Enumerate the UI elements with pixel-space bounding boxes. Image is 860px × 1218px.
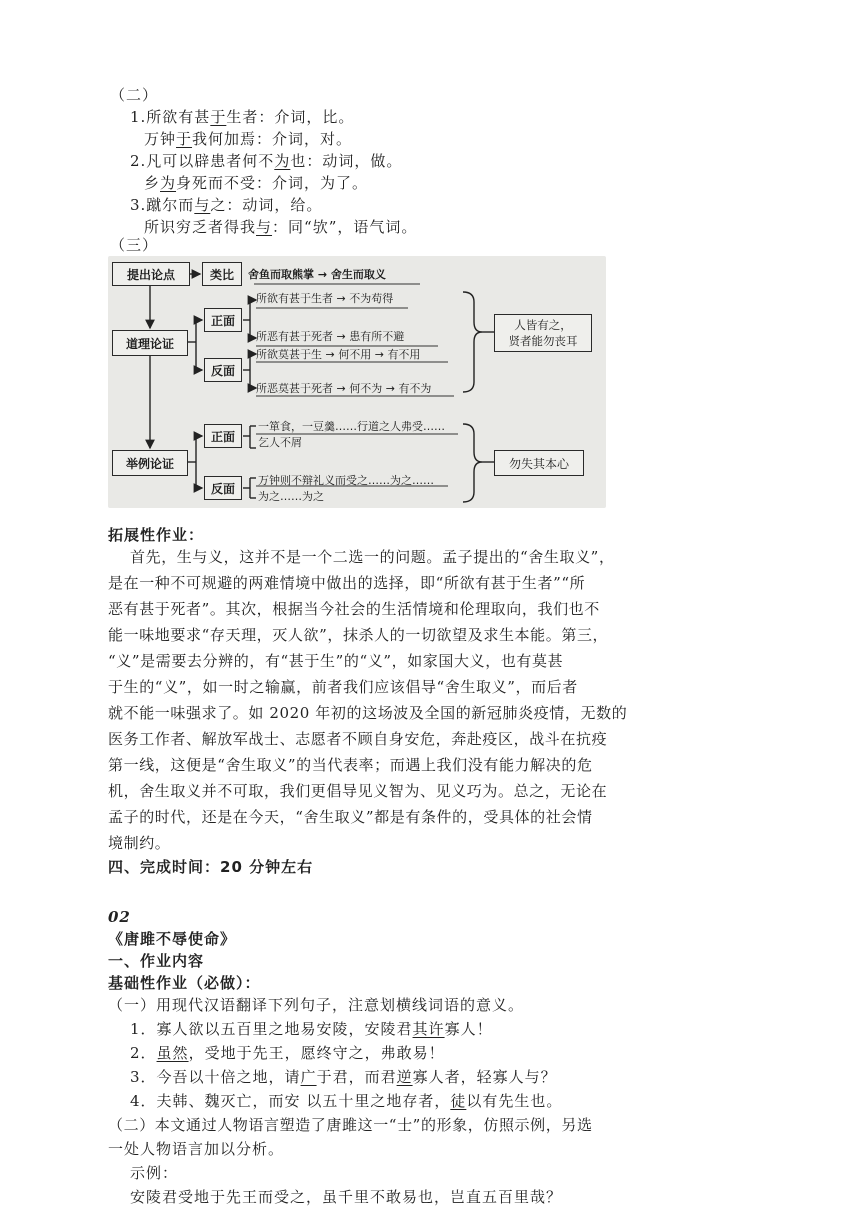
example-negative-line-1: 万钟则不辩礼义而受之……为之…… — [258, 474, 434, 487]
basic-homework-heading: 基础性作业（必做）： — [108, 974, 261, 992]
extension-line: 能一味地要求“存天理，灭人欲”，抹杀人的一切欲望及求生本能。第三， — [108, 626, 609, 644]
extension-line: 第一线，这便是“舍生取义”的当代表率；而遇上我们没有能力解决的危 — [108, 756, 593, 774]
translate-sentence: 3．今吾以十倍之地，请广于君，而君逆寡人者，轻寡人与？ — [130, 1068, 557, 1086]
extension-line: 是在一种不可规避的两难情境中做出的选择，即“所欲有甚于生者”“所 — [108, 574, 586, 592]
definition-line: 所识穷乏者得我与：同“欤”，语气词。 — [144, 218, 418, 236]
arrow-right-icon: → — [336, 330, 346, 343]
analogy-text: 舍鱼而取熊掌 → 舍生而取义 — [248, 268, 386, 281]
extension-line: 孟子的时代，还是在今天，“舍生取义”都是有条件的，受具体的社会情 — [108, 808, 593, 826]
translate-sentence: 4．夫韩、魏灭亡，而安 以五十里之地存者，徒以有先生也。 — [130, 1092, 563, 1110]
definition-line: 乡为身死而不受：介词，为了。 — [144, 174, 369, 192]
extension-line: 机，舍生取义并不可取，我们更倡导见义智为、见义巧为。总之，无论在 — [108, 782, 608, 800]
extension-line: 境制约。 — [108, 834, 171, 852]
part-number: 02 — [108, 908, 131, 926]
lesson-title: 《唐雎不辱使命》 — [108, 930, 237, 948]
example-positive-line-2: 乞人不屑 — [258, 436, 302, 449]
reason-negative-line-1: 所欲莫甚于生 → 何不用 → 有不用 — [256, 348, 421, 361]
definition-line: 2.凡可以辟患者何不为也：动词，做。 — [130, 152, 403, 170]
node-conclusion-2: 勿失其本心 — [494, 450, 584, 476]
example-negative-line-2: 为之……为之 — [258, 490, 324, 503]
definition-line: 1.所欲有甚于生者：介词，比。 — [130, 108, 355, 126]
extension-heading: 拓展性作业： — [108, 526, 205, 544]
arrow-right-icon: → — [317, 268, 328, 281]
node-conclusion-1: 人皆有之， 贤者能勿丧耳 — [494, 314, 592, 352]
argument-structure-diagram — [108, 256, 606, 508]
reason-positive-line-2: 所恶有甚于死者 → 患有所不避 — [256, 330, 405, 343]
node-reasoning-positive: 正面 — [204, 308, 242, 332]
node-example: 举例论证 — [112, 450, 188, 476]
extension-line: 首先，生与义，这并不是一个二选一的问题。孟子提出的“舍生取义”， — [130, 548, 615, 566]
question-1: （一）用现代汉语翻译下列句子，注意划横线词语的意义。 — [108, 996, 525, 1014]
node-reasoning: 道理论证 — [112, 330, 188, 356]
translate-sentence: 1．寡人欲以五百里之地易安陵，安陵君其许寡人！ — [130, 1020, 493, 1038]
section-heading-3: （三） — [110, 236, 159, 254]
section-heading-2: （二） — [110, 86, 159, 104]
node-example-negative: 反面 — [204, 476, 242, 500]
reason-negative-line-2: 所恶莫甚于死者 → 何不为 → 有不为 — [256, 382, 432, 395]
definition-line: 3.蹴尔而与之：动词，给。 — [130, 196, 323, 214]
arrow-right-icon: → — [336, 382, 346, 395]
extension-line: 恶有甚于死者”。其次，根据当今社会的生活情境和伦理取向，我们也不 — [108, 600, 600, 618]
extension-line: 医务工作者、解放军战士、志愿者不顾自身安危，奔赴疫区，战斗在抗疫 — [108, 730, 608, 748]
extension-line: 于生的“义”，如一时之输赢，前者我们应该倡导“舍生取义”，而后者 — [108, 678, 578, 696]
definition-line: 万钟于我何加焉：介词，对。 — [144, 130, 353, 148]
example-text: 安陵君受地于先王而受之，虽千里不敢易也，岂直五百里哉？ — [130, 1188, 563, 1206]
reason-positive-line-1: 所欲有甚于生者 → 不为苟得 — [256, 292, 394, 305]
arrow-right-icon: → — [385, 382, 395, 395]
arrow-right-icon: → — [336, 292, 346, 305]
example-positive-line-1: 一箪食，一豆羹……行道之人弗受…… — [258, 420, 445, 433]
extension-line: 就不能一味强求了。如 2020 年初的这场波及全国的新冠肺炎疫情，无数的 — [108, 704, 628, 722]
arrow-right-icon: → — [374, 348, 384, 361]
extension-line: “义”是需要去分辨的，有“甚于生”的“义”，如家国大义，也有莫甚 — [108, 652, 564, 670]
node-root: 提出论点 — [112, 262, 190, 286]
question-2-line-2: 一处人物语言加以分析。 — [108, 1140, 285, 1158]
question-2-line-1: （二）本文通过人物语言塑造了唐雎这一“士”的形象，仿照示例，另选 — [108, 1116, 593, 1134]
arrow-right-icon: → — [325, 348, 335, 361]
node-reasoning-negative: 反面 — [204, 358, 242, 382]
completion-time: 四、完成时间：20 分钟左右 — [108, 858, 314, 876]
node-example-positive: 正面 — [204, 424, 242, 448]
example-label: 示例： — [130, 1164, 179, 1182]
content-heading: 一、作业内容 — [108, 952, 205, 970]
translate-sentence: 2．虽然，受地于先王，愿终守之，弗敢易！ — [130, 1044, 445, 1062]
node-analogy: 类比 — [202, 262, 242, 286]
